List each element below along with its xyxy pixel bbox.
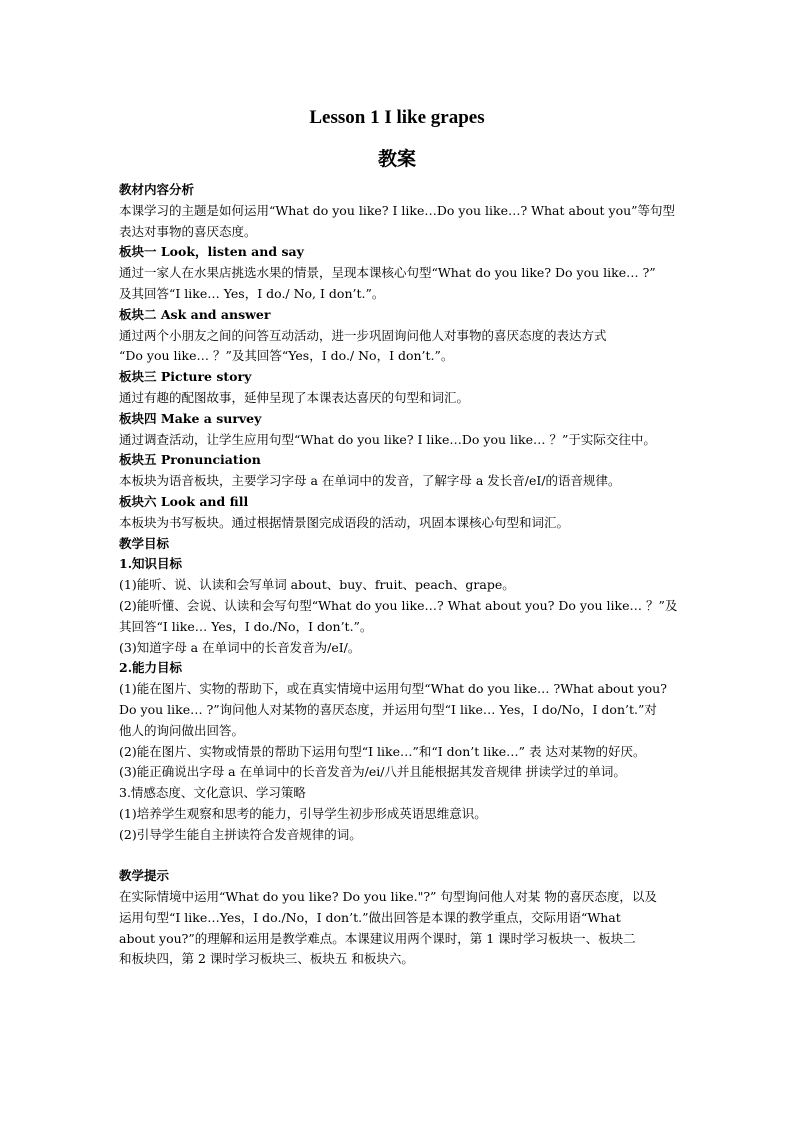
body-text-line: (3)知道字母 a 在单词中的长音发音为/eI/。	[119, 639, 361, 655]
body-text-line: 本板块为语音板块，主要学习字母 a 在单词中的发音，了解字母 a 发长音/eI/的语音规律。	[119, 473, 621, 489]
body-text-line: 其回答“I like… Yes，I do./No，I don’t.”。	[119, 618, 373, 634]
body-text-line: (1)能听、说、认读和会写单词 about、buy、fruit、peach、grape。	[119, 577, 515, 593]
section-heading: 板块四 Make a survey	[119, 410, 262, 426]
body-text-line: (2)引导学生能自主拼读符合发音规律的词。	[119, 826, 362, 842]
body-text-line: 表达对事物的喜厌态度。	[119, 223, 257, 239]
body-text-line: Do you like… ?”询问他人对某物的喜厌态度，并运用句型“I like… Yes，I do/No，I don’t.”对	[119, 701, 657, 717]
body-text-line: 通过有趣的配图故事，延伸呈现了本课表达喜厌的句型和词汇。	[119, 389, 470, 405]
body-text-line: 和板块四，第 2 课时学习板块三、板块五 和板块六。	[119, 951, 414, 967]
body-text-line: 本板块为书写板块。通过根据情景图完成语段的活动，巩固本课核心句型和词汇。	[119, 514, 570, 530]
body-text-line: (3)能正确说出字母 a 在单词中的长音发音为/ei/八并且能根据其发音规律 拼读学过的单词。	[119, 764, 626, 780]
document-body	[119, 180, 679, 970]
lesson-title: Lesson 1 I like grapes	[309, 107, 485, 128]
body-text-line: 在实际情境中运用“What do you like? Do you like."?” 句型询问他人对某 物的喜厌态度，以及	[119, 889, 657, 905]
body-text-line: 通过一家人在水果店挑选水果的情景，呈现本课核心句型“What do you like? Do you like… ?”	[119, 265, 656, 281]
body-text-line: 及其回答“I like… Yes，I do./ No, I don’t.”。	[119, 285, 385, 301]
body-text-line: (1)培养学生观察和思考的能力，引导学生初步形成英语思维意识。	[119, 805, 487, 821]
section-heading: 板块一 Look，listen and say	[119, 244, 304, 260]
body-text-line: 本课学习的主题是如何运用“What do you like? I like…Do you like…? What about you”等句型	[119, 202, 676, 218]
section-heading: 板块五 Pronunciation	[119, 452, 261, 468]
section-heading: 2.能力目标	[119, 660, 183, 676]
section-heading: 板块二 Ask and answer	[119, 306, 271, 322]
blank-line	[119, 846, 679, 867]
body-text-line: 他人的询问做出回答。	[119, 722, 245, 738]
body-text-line: 运用句型“I like…Yes，I do./No，I don’t.”做出回答是本课的教学重点，交际用语“What	[119, 909, 621, 925]
body-text-line: 通过两个小朋友之间的问答互动活动，进一步巩固询问他人对事物的喜厌态度的表达方式	[119, 327, 607, 343]
body-text-line: about you?”的理解和运用是教学难点。本课建议用两个课时，第 1 课时学习板块一、板块二	[119, 930, 636, 946]
section-heading: 板块六 Look and fill	[119, 493, 249, 509]
section-heading: 教材内容分析	[119, 182, 195, 197]
body-text-line: 通过调查活动，让学生应用句型“What do you like? I like…Do you like… ？”于实际交往中。	[119, 431, 656, 447]
body-text-line: “Do you like… ？”及其回答“Yes，I do./ No，I don’t.”。	[119, 348, 454, 364]
section-heading: 教学提示	[119, 868, 170, 884]
section-heading: 教学目标	[119, 535, 170, 551]
body-text-line: (2)能听懂、会说、认读和会写句型“What do you like…? What about you? Do you like… ？”及	[119, 597, 678, 613]
section-heading: 1.知识目标	[119, 556, 183, 572]
section-heading: 板块三 Picture story	[119, 369, 252, 385]
body-text-line: 3.情感态度、文化意识、学习策略	[119, 785, 306, 801]
body-text-line: (1)能在图片、实物的帮助下，或在真实情境中运用句型“What do you like… ?What about you?	[119, 681, 667, 697]
body-text-line: (2)能在图片、实物或情景的帮助下运用句型“I like…”和“I don’t like…” 表 达对某物的好厌。	[119, 743, 646, 759]
document-subtitle: 教案	[377, 148, 416, 170]
